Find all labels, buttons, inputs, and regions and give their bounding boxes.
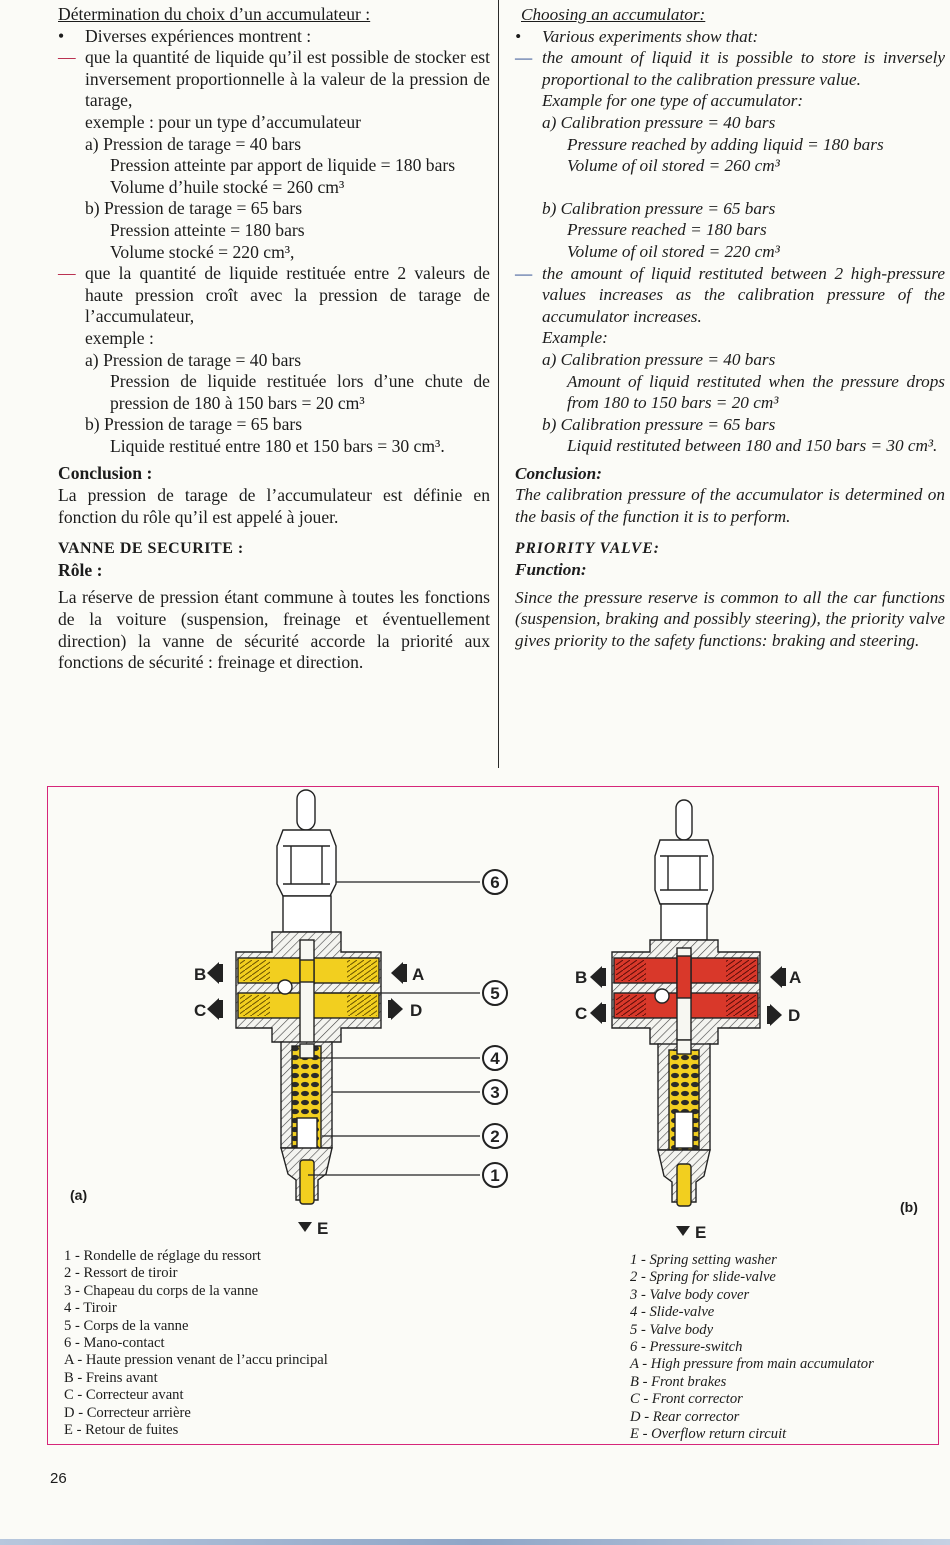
legend-item: D - Correcteur arrière [64, 1404, 191, 1421]
legend-french [64, 1248, 328, 1439]
svg-text:4: 4 [490, 1049, 500, 1068]
fr-conclusion-heading: Conclusion : [58, 463, 153, 484]
en-bullet-item: • Various experiments show that: [515, 26, 759, 46]
fr-case-b2: b) Pression de tarage = 65 bars [85, 414, 303, 435]
figure-label-a: (a) [70, 1187, 88, 1203]
legend-item: D - Rear corrector [630, 1408, 740, 1425]
fr-dash-item-1: — que la quantité de liquide qu’il est possible de stocker est inversement proportionnelle à la valeur de la pression de tarage, [58, 47, 490, 111]
legend-item: 1 - Spring setting washer [630, 1252, 777, 1268]
fr-role-text: La réserve de pression étant commune à toutes les fonctions de la voiture (suspension, freinage et éventuellement direction) la vanne de sécurité accorde la priorité aux fonctions de sécurité : freinage et direction. [58, 587, 490, 673]
dash-mark: — [58, 263, 76, 284]
fr-conclusion-text: La pression de tarage de l’accumulateur est définie en fonction du rôle qu’il est appelé à jouer. [58, 485, 490, 527]
legend-item: E - Retour de fuites [64, 1422, 179, 1439]
fr-case-a1: a) Pression de tarage = 40 bars [85, 133, 302, 154]
legend-item: 5 - Corps de la vanne [64, 1317, 189, 1334]
legend-item: C - Correcteur avant [64, 1387, 184, 1404]
en-case-b2-line2: Liquid restituted between 180 and 150 bars = 30 cm³. [567, 436, 938, 456]
legend-item: E - Overflow return circuit [630, 1426, 787, 1443]
fr-dash-item-2: — que la quantité de liquide restituée entre 2 valeurs de haute pression croît avec la pression de tarage de l’accumulateur, [58, 263, 490, 327]
en-dash-item-2: — the amount of liquid restituted between 2 high-pressure values increases as the calibration pressure of the accumulator increases. [515, 263, 945, 326]
callout-4 [483, 1046, 507, 1070]
legend-item: 2 - Spring for slide-valve [630, 1269, 776, 1286]
port-a-label: A [789, 968, 802, 987]
fr-case-b2-line2: Liquide restitué entre 180 et 150 bars = 30 cm³. [110, 435, 445, 456]
en-conclusion-heading: Conclusion: [515, 463, 602, 483]
port-d-label: D [788, 1006, 801, 1025]
fr-case-a1-line3: Volume d’huile stocké = 260 cm³ [110, 176, 345, 197]
legend-item: 6 - Mano-contact [64, 1335, 165, 1352]
en-case-a1: a) Calibration pressure = 40 bars [542, 112, 776, 132]
fr-case-a2-line2: Pression de liquide restituée lors d’une chute de pression de 180 à 150 bars = 20 cm³ [110, 371, 490, 413]
en-case-a1-line2: Pressure reached by adding liquid = 180 bars [567, 134, 884, 154]
valve-a [236, 790, 381, 1204]
legend-item: A - High pressure from main accumulator [630, 1356, 874, 1373]
fr-case-a1-line2: Pression atteinte par apport de liquide = 180 bars [110, 155, 456, 176]
fr-example-1: exemple : pour un type d’accumulateur [85, 111, 362, 132]
en-function-text: Since the pressure reserve is common to all the car functions (suspension, braking and possibly steering), the priority valve gives priority to the safety functions: braking and steering. [515, 587, 945, 651]
fr-case-b1: b) Pression de tarage = 65 bars [85, 198, 303, 219]
en-valve-heading: PRIORITY VALVE: [515, 539, 660, 557]
legend-item: A - Haute pression venant de l’accu principal [64, 1352, 328, 1369]
en-dash-item-1: — the amount of liquid it is possible to store is inversely proportional to the calibration pressure value. [515, 48, 945, 89]
arrow-down-icon [298, 1222, 312, 1232]
svg-text:6: 6 [490, 873, 500, 892]
legend-item: 3 - Valve body cover [630, 1286, 750, 1303]
legend-item: B - Front brakes [630, 1373, 727, 1390]
legend-item: 5 - Valve body [630, 1321, 714, 1338]
en-case-b1: b) Calibration pressure = 65 bars [542, 198, 776, 218]
figure-label-b: (b) [900, 1199, 918, 1215]
legend-item: B - Freins avant [64, 1369, 158, 1386]
legend-item: 1 - Rondelle de réglage du ressort [64, 1248, 261, 1264]
callout-2 [483, 1124, 507, 1148]
svg-text:5: 5 [490, 984, 500, 1003]
en-case-a2: a) Calibration pressure = 40 bars [542, 349, 776, 369]
bullet-mark: • [515, 26, 522, 46]
port-d-label: D [410, 1001, 423, 1020]
en-function-heading: Function: [515, 560, 587, 580]
en-title: Choosing an accumulator: [521, 5, 706, 24]
bullet-mark: • [58, 25, 65, 46]
page-number: 26 [50, 1470, 67, 1487]
fr-bullet-item: • Diverses expériences montrent : [58, 25, 312, 46]
legend-item: 4 - Slide-valve [630, 1304, 715, 1321]
dash-mark: — [515, 263, 533, 283]
port-c-label: C [194, 1001, 207, 1020]
en-case-a1-line3: Volume of oil stored = 260 cm³ [567, 156, 780, 176]
en-case-a2-line2: Amount of liquid restituted when the pressure drops from 180 to 150 bars = 20 cm³ [567, 371, 945, 413]
legend-item: 2 - Ressort de tiroir [64, 1265, 178, 1282]
callout-3 [483, 1080, 507, 1104]
valve-b [612, 800, 760, 1206]
legend-item: 6 - Pressure-switch [630, 1339, 743, 1356]
en-example-1: Example for one type of accumulator: [542, 91, 804, 111]
fr-valve-heading: VANNE DE SECURITE : [58, 540, 244, 558]
dash-mark: — [515, 48, 533, 68]
callout-6 [483, 870, 507, 894]
callout-1 [483, 1163, 507, 1187]
legend-item: C - Front corrector [630, 1391, 743, 1408]
en-case-b1-line3: Volume of oil stored = 220 cm³ [567, 241, 780, 261]
port-c-label: C [575, 1004, 588, 1023]
scan-edge [0, 1539, 950, 1545]
svg-text:1: 1 [490, 1166, 500, 1185]
port-a-label: A [412, 965, 425, 984]
port-e-label: E [317, 1219, 329, 1238]
port-b-label: B [194, 965, 207, 984]
port-b-label: B [575, 968, 588, 987]
en-case-b1-line2: Pressure reached = 180 bars [567, 220, 767, 240]
arrow-down-icon [676, 1226, 690, 1236]
fr-example-2: exemple : [85, 327, 154, 348]
svg-text:3: 3 [490, 1083, 500, 1102]
fr-role-heading: Rôle : [58, 559, 103, 580]
callout-5 [483, 981, 507, 1005]
fr-case-b1-line3: Volume stocké = 220 cm³, [110, 241, 295, 262]
port-e-label: E [695, 1223, 707, 1242]
en-conclusion-text: The calibration pressure of the accumulator is determined on the basis of the function it is to perform. [515, 485, 945, 527]
fr-case-b1-line2: Pression atteinte = 180 bars [110, 219, 305, 240]
svg-text:2: 2 [490, 1127, 500, 1146]
legend-item: 4 - Tiroir [64, 1300, 117, 1317]
legend-item: 3 - Chapeau du corps de la vanne [64, 1282, 259, 1299]
legend-english [630, 1252, 874, 1443]
dash-mark: — [58, 47, 76, 68]
fr-title: Détermination du choix d’un accumulateur : [58, 4, 371, 24]
fr-case-a2: a) Pression de tarage = 40 bars [85, 349, 302, 370]
en-case-b2: b) Calibration pressure = 65 bars [542, 414, 776, 434]
en-example-2: Example: [542, 328, 608, 348]
